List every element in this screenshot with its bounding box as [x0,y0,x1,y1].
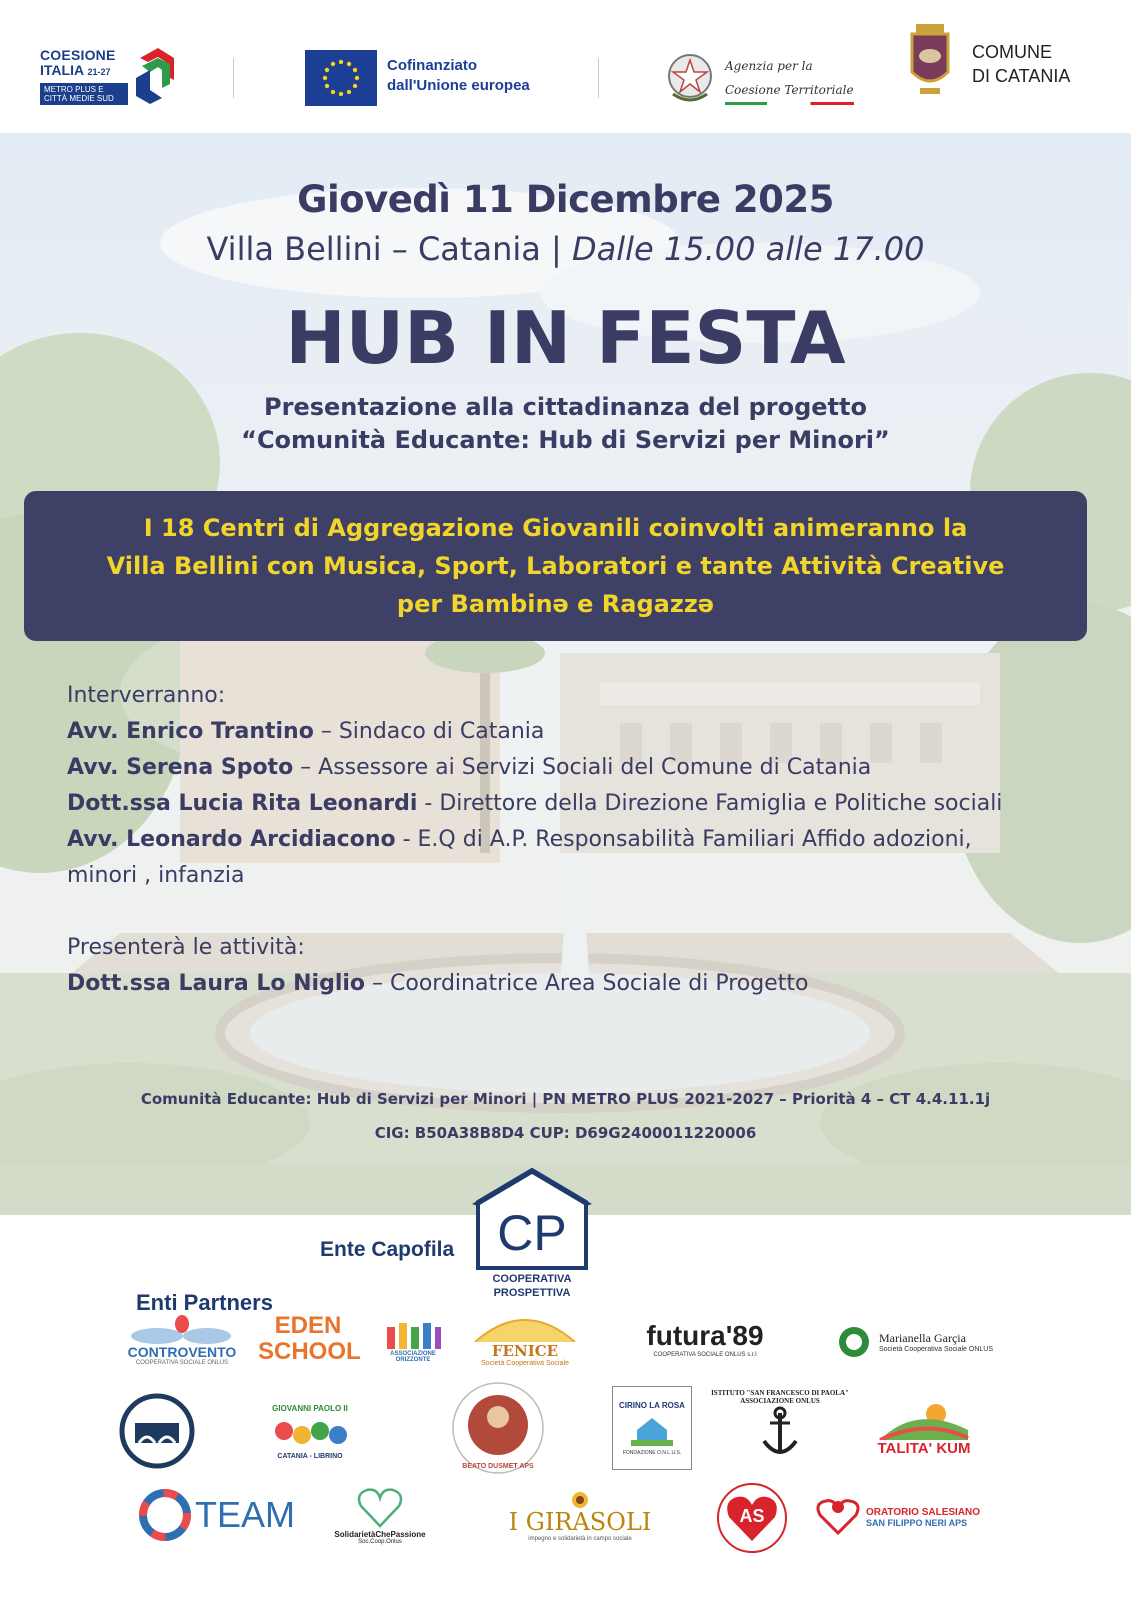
house-logo-icon [472,1168,592,1298]
presenter-name: Dott.ssa Laura Lo Niglio [67,971,366,996]
heart-hands-icon [355,1486,405,1530]
partner-logo-team [134,1487,300,1543]
partner-logo-beato-dusmet [450,1380,546,1476]
sunflower-icon [550,1486,610,1508]
partner-logo-eden-school [258,1308,361,1370]
presenter-role: – Coordinatrice Area Sociale di Progetto [365,971,809,996]
bridge-emblem-icon [119,1393,195,1469]
banner-line1: I 18 Centri di Aggregazione Giovanili coinvolti animeranno la [143,514,968,542]
house-tree-icon [627,1410,677,1450]
eu-cofinanced-logo [305,50,555,106]
partner-logo-solidarieta [325,1478,435,1552]
agenzia-text [725,54,854,105]
event-place-time [0,230,1131,268]
partner-sub: SAN FILIPPO NERI APS [865,1517,968,1528]
children-figures-icon [383,1317,443,1351]
partner-sub: Società Cooperativa Sociale [481,1359,569,1367]
comune-catania-logo [902,22,1102,102]
partner-name: GIOVANNI PAOLO II [272,1404,348,1413]
partner-logo-cirino-la-rosa [612,1386,692,1470]
sun-hills-icon [876,1400,972,1440]
event-subtitle-line1: Presentazione alla cittadinanza del progetto [264,393,867,421]
partners-label: Enti Partners [136,1290,273,1315]
agenzia-coesione-logo [665,48,855,108]
eu-line1: Cofinanziato [387,57,477,74]
lifebuoy-icon [139,1489,191,1541]
coesione-arrow-icon [136,48,176,104]
balloon-cloud-icon [127,1314,237,1344]
partner-logo-talita-kum [872,1394,976,1462]
speaker-role: - Direttore della Direzione Famiglia e Politiche sociali [417,791,1003,816]
partner-logo-i-girasoli [508,1484,652,1544]
italian-emblem-icon [665,50,715,106]
partner-name: futura'89 [646,1320,764,1351]
agenzia-line1: Agenzia per la [725,59,813,73]
event-title: HUB IN FESTA [285,296,846,380]
event-place: Villa Bellini – Catania | [206,230,562,268]
partner-text [866,1507,980,1528]
speaker-name: Avv. Serena Spoto [67,755,294,780]
speaker-name: Avv. Enrico Trantino [67,719,314,744]
presenter-row [67,966,1002,1002]
partner-sub: Società Cooperativa Sociale ONLUS [878,1346,993,1353]
partner-logo-marianella-garcia [820,1320,1010,1364]
logo-bar [0,0,1131,133]
partner-name: ASSOCIAZIONE ORIZZONTE [390,1351,436,1363]
partner-text [879,1331,993,1353]
eu-flag-icon [305,50,377,106]
partner-name: BEATO DUSMET APS [462,1463,534,1470]
partner-logo-san-francesco [705,1380,855,1470]
partner-name: ORATORIO SALESIANO [865,1506,981,1518]
heart-children-icon [814,1497,862,1537]
speaker-row [67,786,1002,822]
speaker-row [67,714,1002,750]
coesione-italia-text: ITALIA [40,62,84,78]
speakers-heading: Interverranno: [67,683,226,708]
eu-line2: dall'Unione europea [387,77,530,94]
saint-portrait-icon [451,1381,545,1475]
partner-logo-controvento [122,1310,242,1370]
sunburst-icon [465,1308,585,1342]
partner-logo-oratorio-salesiano [812,1490,982,1544]
speakers-section [67,678,1002,1002]
speaker-name: Dott.ssa Lucia Rita Leonardi [67,791,418,816]
partner-sub: COOPERATIVA SOCIALE ONLUS [135,1360,229,1366]
partner-name: SolidarietàChePassione [334,1529,426,1539]
partner-logo-futura89 [635,1310,775,1368]
banner-line3: per Bambinə e Ragazzə [396,590,715,618]
speaker-role: – Sindaco di Catania [313,719,545,744]
cp-line1: COOPERATIVA [492,1273,572,1285]
partner-sub: Soc.Coop.Onlus [358,1538,402,1545]
catania-coat-of-arms-icon [902,22,958,100]
coesione-sub: METRO PLUS E CITTÀ MEDIE SUD [40,83,128,105]
ente-capofila-label: Ente Capofila [320,1238,455,1261]
partner-name: EDEN SCHOOL [258,1312,361,1365]
cp-line2: PROSPETTIVA [493,1287,571,1298]
banner-line2: Villa Bellini con Musica, Sport, Laboratori e tante Attività Creative [106,552,1005,580]
speaker-role: - E.Q di A.P. Responsabilità Familiari Affido adozioni, [395,827,972,852]
partner-sub: impegno e solidarietà in campo sociale [528,1536,632,1542]
partner-name: CONTROVENTO [127,1344,237,1360]
partner-name: TALITA' KUM [877,1439,971,1457]
project-codes: CIG: B50A38B8D4 CUP: D69G2400011220006 [374,1124,757,1142]
event-date: Giovedì 11 Dicembre 2025 [297,178,834,221]
speaker-role: – Assessore ai Servizi Sociali del Comune di Catania [293,755,872,780]
comune-line1: COMUNE [972,42,1052,62]
presenter-heading: Presenterà le attività: [67,935,305,960]
children-icon [270,1413,350,1453]
partner-logo-orizzonte [380,1305,446,1375]
agenzia-line2: Coesione Territoriale [725,78,854,105]
coesione-years: 21-27 [87,67,111,77]
partner-sub: ASSOCIAZIONE ONLUS [740,1397,820,1405]
partner-name: CIRINO LA ROSA [619,1400,685,1410]
spacer [67,894,1002,930]
speaker-role-continuation: minori , infanzia [67,863,245,888]
partner-name: Marianella Garçia [878,1331,966,1345]
cp-monogram: CP [497,1205,567,1261]
coesione-italia-logo [40,48,180,108]
partner-name: AS [739,1506,765,1526]
partner-sub: CATANIA - LIBRINO [277,1453,343,1460]
comune-text [972,40,1070,88]
anchor-icon [760,1405,800,1461]
speaker-row [67,750,1002,786]
partner-name: TEAM [194,1494,295,1535]
speaker-row [67,822,1002,858]
cooperativa-prospettiva-logo [472,1168,592,1298]
activities-banner [24,491,1087,641]
event-time: Dalle 15.00 alle 17.00 [571,230,925,268]
coesione-line1: COESIONE [40,47,116,63]
partner-logo-bridge-circle [118,1392,196,1470]
divider [598,58,599,98]
divider [233,58,234,98]
partner-name: FENICE [491,1341,559,1360]
leaf-circle-icon [837,1325,871,1359]
partner-logo-as [714,1480,790,1556]
partner-sub: FONDAZIONE O.N.L.U.S. [622,1449,682,1456]
partner-name: ISTITUTO "SAN FRANCESCO DI PAOLA" [711,1389,849,1397]
partner-logo-giovanni-paolo [262,1392,358,1472]
partner-sub: COOPERATIVA SOCIALE ONLUS s.r.l [653,1352,757,1358]
speaker-name: Avv. Leonardo Arcidiacono [67,827,396,852]
comune-line2: DI CATANIA [972,66,1071,86]
partner-name: I GIRASOLI [508,1508,652,1536]
partner-logo-fenice [460,1300,590,1374]
event-subtitle-line2: “Comunità Educante: Hub di Servizi per Minori” [241,426,890,454]
eu-text [387,56,530,96]
project-reference: Comunità Educante: Hub di Servizi per Minori | PN METRO PLUS 2021-2027 – Priorità 4 – CT 4.4.11.1j [140,1090,991,1108]
